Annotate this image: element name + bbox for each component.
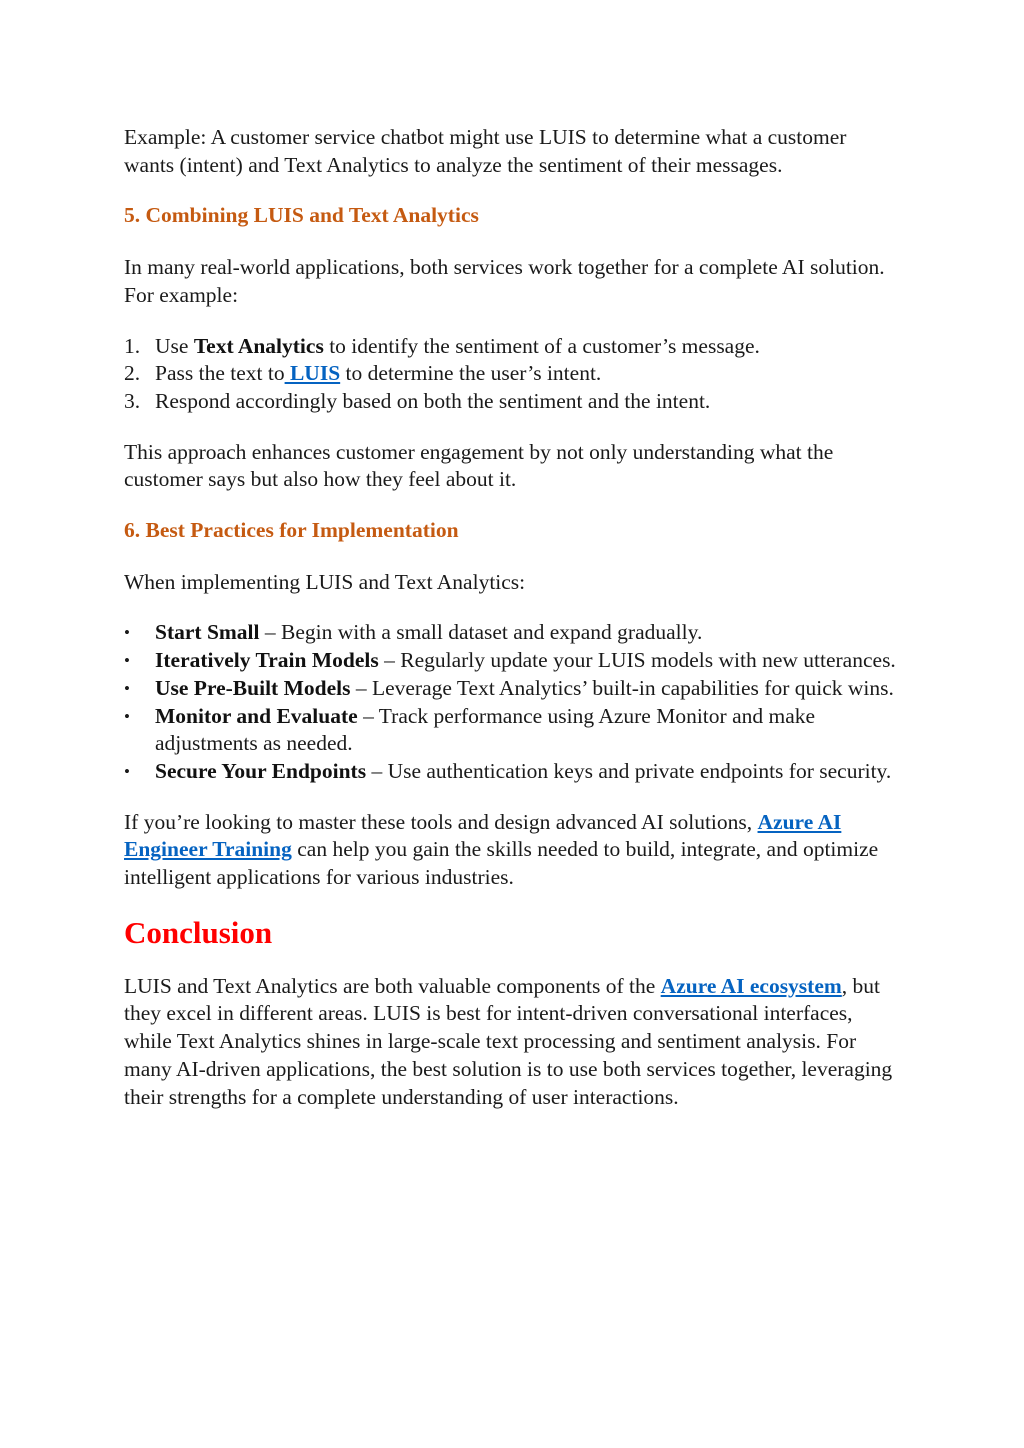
bullet-icon: • [124, 706, 130, 726]
practice-title: Secure Your Endpoints [155, 758, 367, 783]
steps-list [124, 333, 900, 416]
list-item: 1. Use Text Analytics to identify the sentiment of a customer’s message. [124, 333, 900, 361]
practice-desc: – Track performance using Azure Monitor and make adjustments as needed. [155, 703, 816, 756]
section-6-intro: When implementing LUIS and Text Analytics: [124, 569, 526, 594]
training-paragraph: If you’re looking to master these tools and design advanced AI solutions, Azure AI Engineer Training can help you gain the skills needed to build, integrate, and optimize intelligent applications for various industries. [124, 809, 879, 890]
text-analytics-bold: Text Analytics [193, 333, 324, 358]
bullet-icon: • [124, 678, 130, 698]
list-item: 3. Respond accordingly based on both the sentiment and the intent. [124, 388, 900, 416]
practice-desc: – Use authentication keys and private endpoints for security. [366, 758, 892, 783]
list-item [124, 703, 900, 758]
conclusion-paragraph: LUIS and Text Analytics are both valuable components of the Azure AI ecosystem, but they excel in different areas. LUIS is best for intent-driven conversational interfaces, while Text Analytics shines in large-scale text processing and sentiment analysis. For many AI-driven applications, the best solution is to use both services together, leveraging their strengths for a complete understanding of user interactions. [124, 973, 893, 1109]
list-item [124, 647, 900, 675]
list-item: 2. Pass the text to LUIS to determine the user’s intent. [124, 360, 900, 388]
list-item [124, 758, 900, 786]
section-5-intro-example: For example: [124, 282, 239, 307]
section-5-intro: In many real-world applications, both services work together for a complete AI solution. [124, 255, 885, 280]
practice-title: Start Small [155, 620, 260, 645]
azure-ai-engineer-training-link[interactable]: Azure AI Engineer Training [124, 809, 842, 862]
best-practices-list [124, 619, 900, 785]
list-item [124, 619, 900, 647]
list-number: 1. [124, 333, 141, 358]
azure-ai-ecosystem-link[interactable]: Azure AI ecosystem [660, 973, 842, 998]
practice-title: Monitor and Evaluate [155, 703, 358, 728]
document-page [124, 124, 900, 1111]
bullet-icon: • [124, 651, 130, 671]
list-item [124, 675, 900, 703]
section-5-closing: This approach enhances customer engagement by not only understanding what the customer says but also how they feel about it. [124, 439, 834, 492]
practice-desc: – Begin with a small dataset and expand gradually. [259, 620, 703, 645]
bullet-icon: • [124, 623, 130, 643]
section-5-heading: 5. Combining LUIS and Text Analytics [124, 203, 479, 228]
section-6-heading: 6. Best Practices for Implementation [124, 518, 459, 543]
practice-title: Iteratively Train Models [155, 648, 379, 673]
example-paragraph: Example: A customer service chatbot might use LUIS to determine what a customer wants (intent) and Text Analytics to analyze the sentiment of their messages. [124, 125, 847, 177]
luis-link[interactable]: LUIS [284, 361, 341, 386]
practice-title: Use Pre-Built Models [155, 675, 351, 700]
list-number: 2. [124, 361, 141, 386]
conclusion-heading: Conclusion [124, 914, 273, 950]
bullet-icon: • [124, 761, 130, 781]
practice-desc: – Leverage Text Analytics’ built-in capabilities for quick wins. [350, 675, 894, 700]
list-number: 3. [124, 388, 141, 413]
practice-desc: – Regularly update your LUIS models with new utterances. [378, 648, 896, 673]
